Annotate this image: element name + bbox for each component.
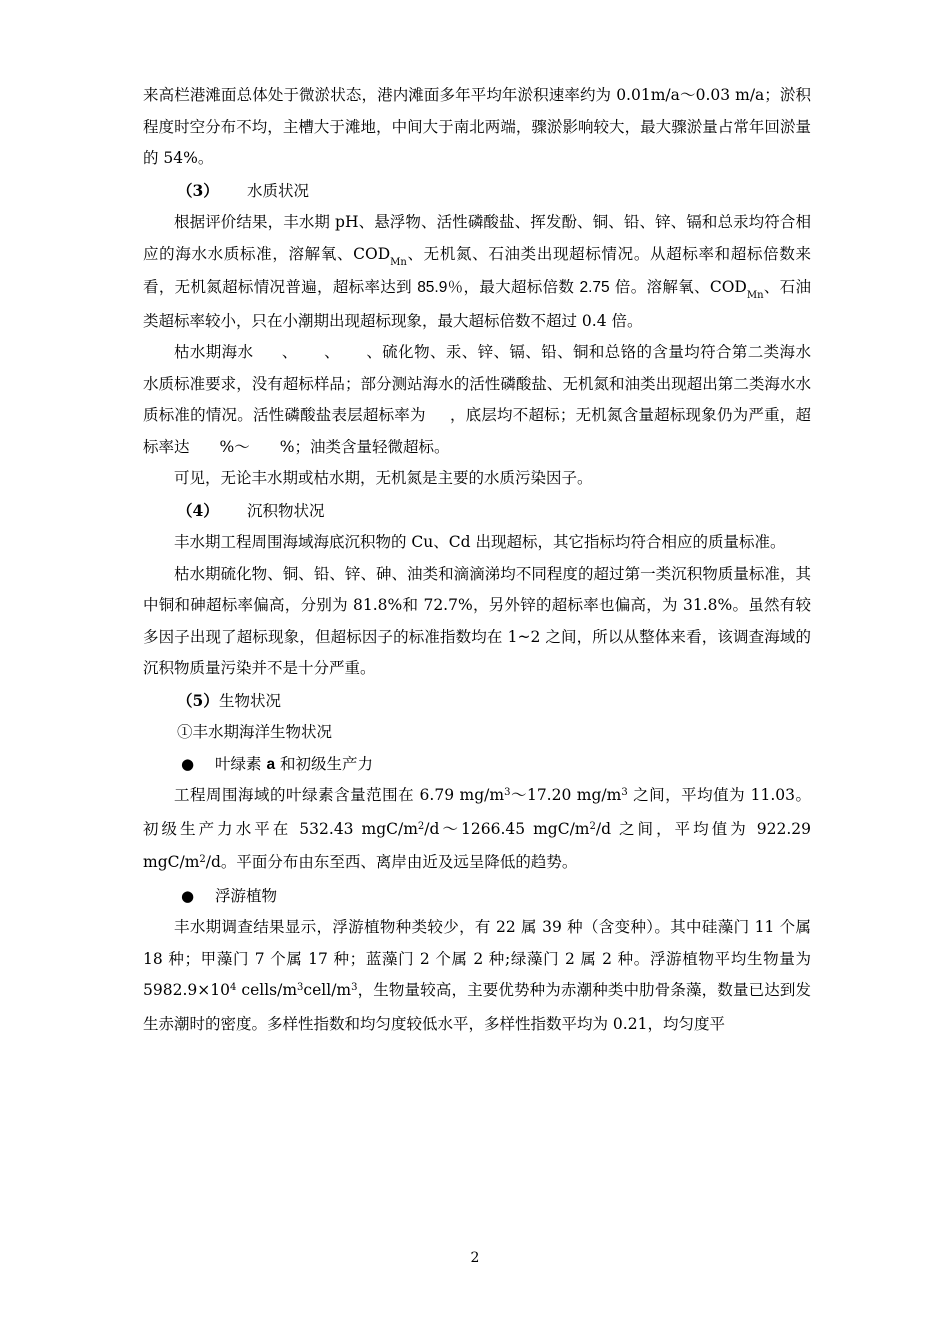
sub-heading-wet-season-biology: ①丰水期海洋生物状况 (177, 723, 333, 741)
paragraph-water-conclusion: 可见，无论丰水期或枯水期，无机氮是主要的水质污染因子。 (174, 469, 593, 487)
page-number: 2 (470, 1250, 480, 1266)
paragraph-phytoplankton: 丰水期调查结果显示，浮游植物种类较少，有 22 属 39 种（含变种）。其中硅藻门 11 个属 18 种；甲藻门 7 个属 17 种；蓝藻门 2 个属 2 种;绿藻门 2 属 2 种。浮游植物平均生物量为 $5982.9\times 10^4$ cells/$m^3cell/m^3$，生物量较高，主要优势种为赤潮种类中肋骨条藻，数量已达到发生赤潮时的密度。多样性指数和均匀度较低水平，多样性指数平均为 0.21，均匀度平 (143, 918, 811, 1033)
bullet-dot-icon: ● (181, 886, 195, 905)
section-number: （4） (177, 500, 219, 520)
bullet-phytoplankton: ● 浮游植物 (143, 881, 811, 913)
bullet-chlorophyll: ● 叶绿素 a 和初级生产力 (143, 749, 811, 781)
paragraph-wet-season-water: 根据评价结果，丰水期 pH、悬浮物、活性磷酸盐、挥发酚、铜、铅、锌、镉和总汞均符合相应的海水水质标准，溶解氧、$COD_{Mn}$、无机氮、石油类出现超标情况。从超标率和超标倍数来看，无机氮超标情况普遍，超标率达到 85.9％，最大超标倍数 2.75 倍。溶解氧、$COD_{Mn}$、石油类超标率较小，只在小潮期出现超标现象，最大超标倍数不超过 0.4 倍。 (143, 213, 811, 330)
paragraph-siltation-continued: 来高栏港滩面总体处于微淤状态，港内滩面多年平均年淤积速率约为 0.01m/a～0.03 m/a；淤积程度时空分布不均，主槽大于滩地，中间大于南北两端，骤淤影响较大，最大骤淤量占常年回淤量的 54%。 (143, 86, 811, 167)
section-number: （5） (177, 690, 219, 710)
section-title: 生物状况 (219, 691, 282, 710)
section-title: 水质状况 (247, 181, 310, 200)
paragraph-chlorophyll: 工程周围海域的叶绿素含量范围在 6.79 $mg/m^3\sim 17.20$ $mg/m^3$ 之间，平均值为 11.03。初级生产力水平在 532.43 mgC/$m^2/d\sim 1266.45$ mgC/$m^2/d$ 之间，平均值为 922.29 mgC/$m^2/d$。平面分布由东至西、离岸由近及远呈降低的趋势。 (143, 786, 811, 871)
paragraph-dry-season-water: 枯水期海水 、 、 、硫化物、汞、锌、镉、铅、铜和总铬的含量均符合第二类海水水质标准要求，没有超标样品；部分测站海水的活性磷酸盐、无机氮和油类出现超出第二类海水水质标准的情况。活性磷酸盐表层超标率为 ，底层均不超标；无机氮含量超标现象仍为严重，超标率达 %～ %；油类含量轻微超标。 (143, 343, 811, 456)
paragraph-wet-season-sediment: 丰水期工程周围海域海底沉积物的 Cu、Cd 出现超标，其它指标均符合相应的质量标准。 (174, 533, 786, 551)
paragraph-dry-season-sediment: 枯水期硫化物、铜、铅、锌、砷、油类和滴滴涕均不同程度的超过第一类沉积物质量标准，其中铜和砷超标率偏高，分别为 81.8%和 72.7%，另外锌的超标率也偏高，为 31.8%。虽然有较多因子出现了超标现象，但超标因子的标准指数均在 1~2 之间，所以从整体来看，该调查海域的沉积物质量污染并不是十分严重。 (143, 564, 811, 677)
section-heading-biology (143, 685, 811, 718)
section-heading-sediment (143, 495, 811, 528)
document-body (143, 80, 811, 1040)
section-title: 沉积物状况 (247, 501, 325, 520)
section-heading-water-quality (143, 175, 811, 208)
bullet-dot-icon: ● (181, 754, 195, 773)
section-number: （3） (177, 180, 219, 200)
